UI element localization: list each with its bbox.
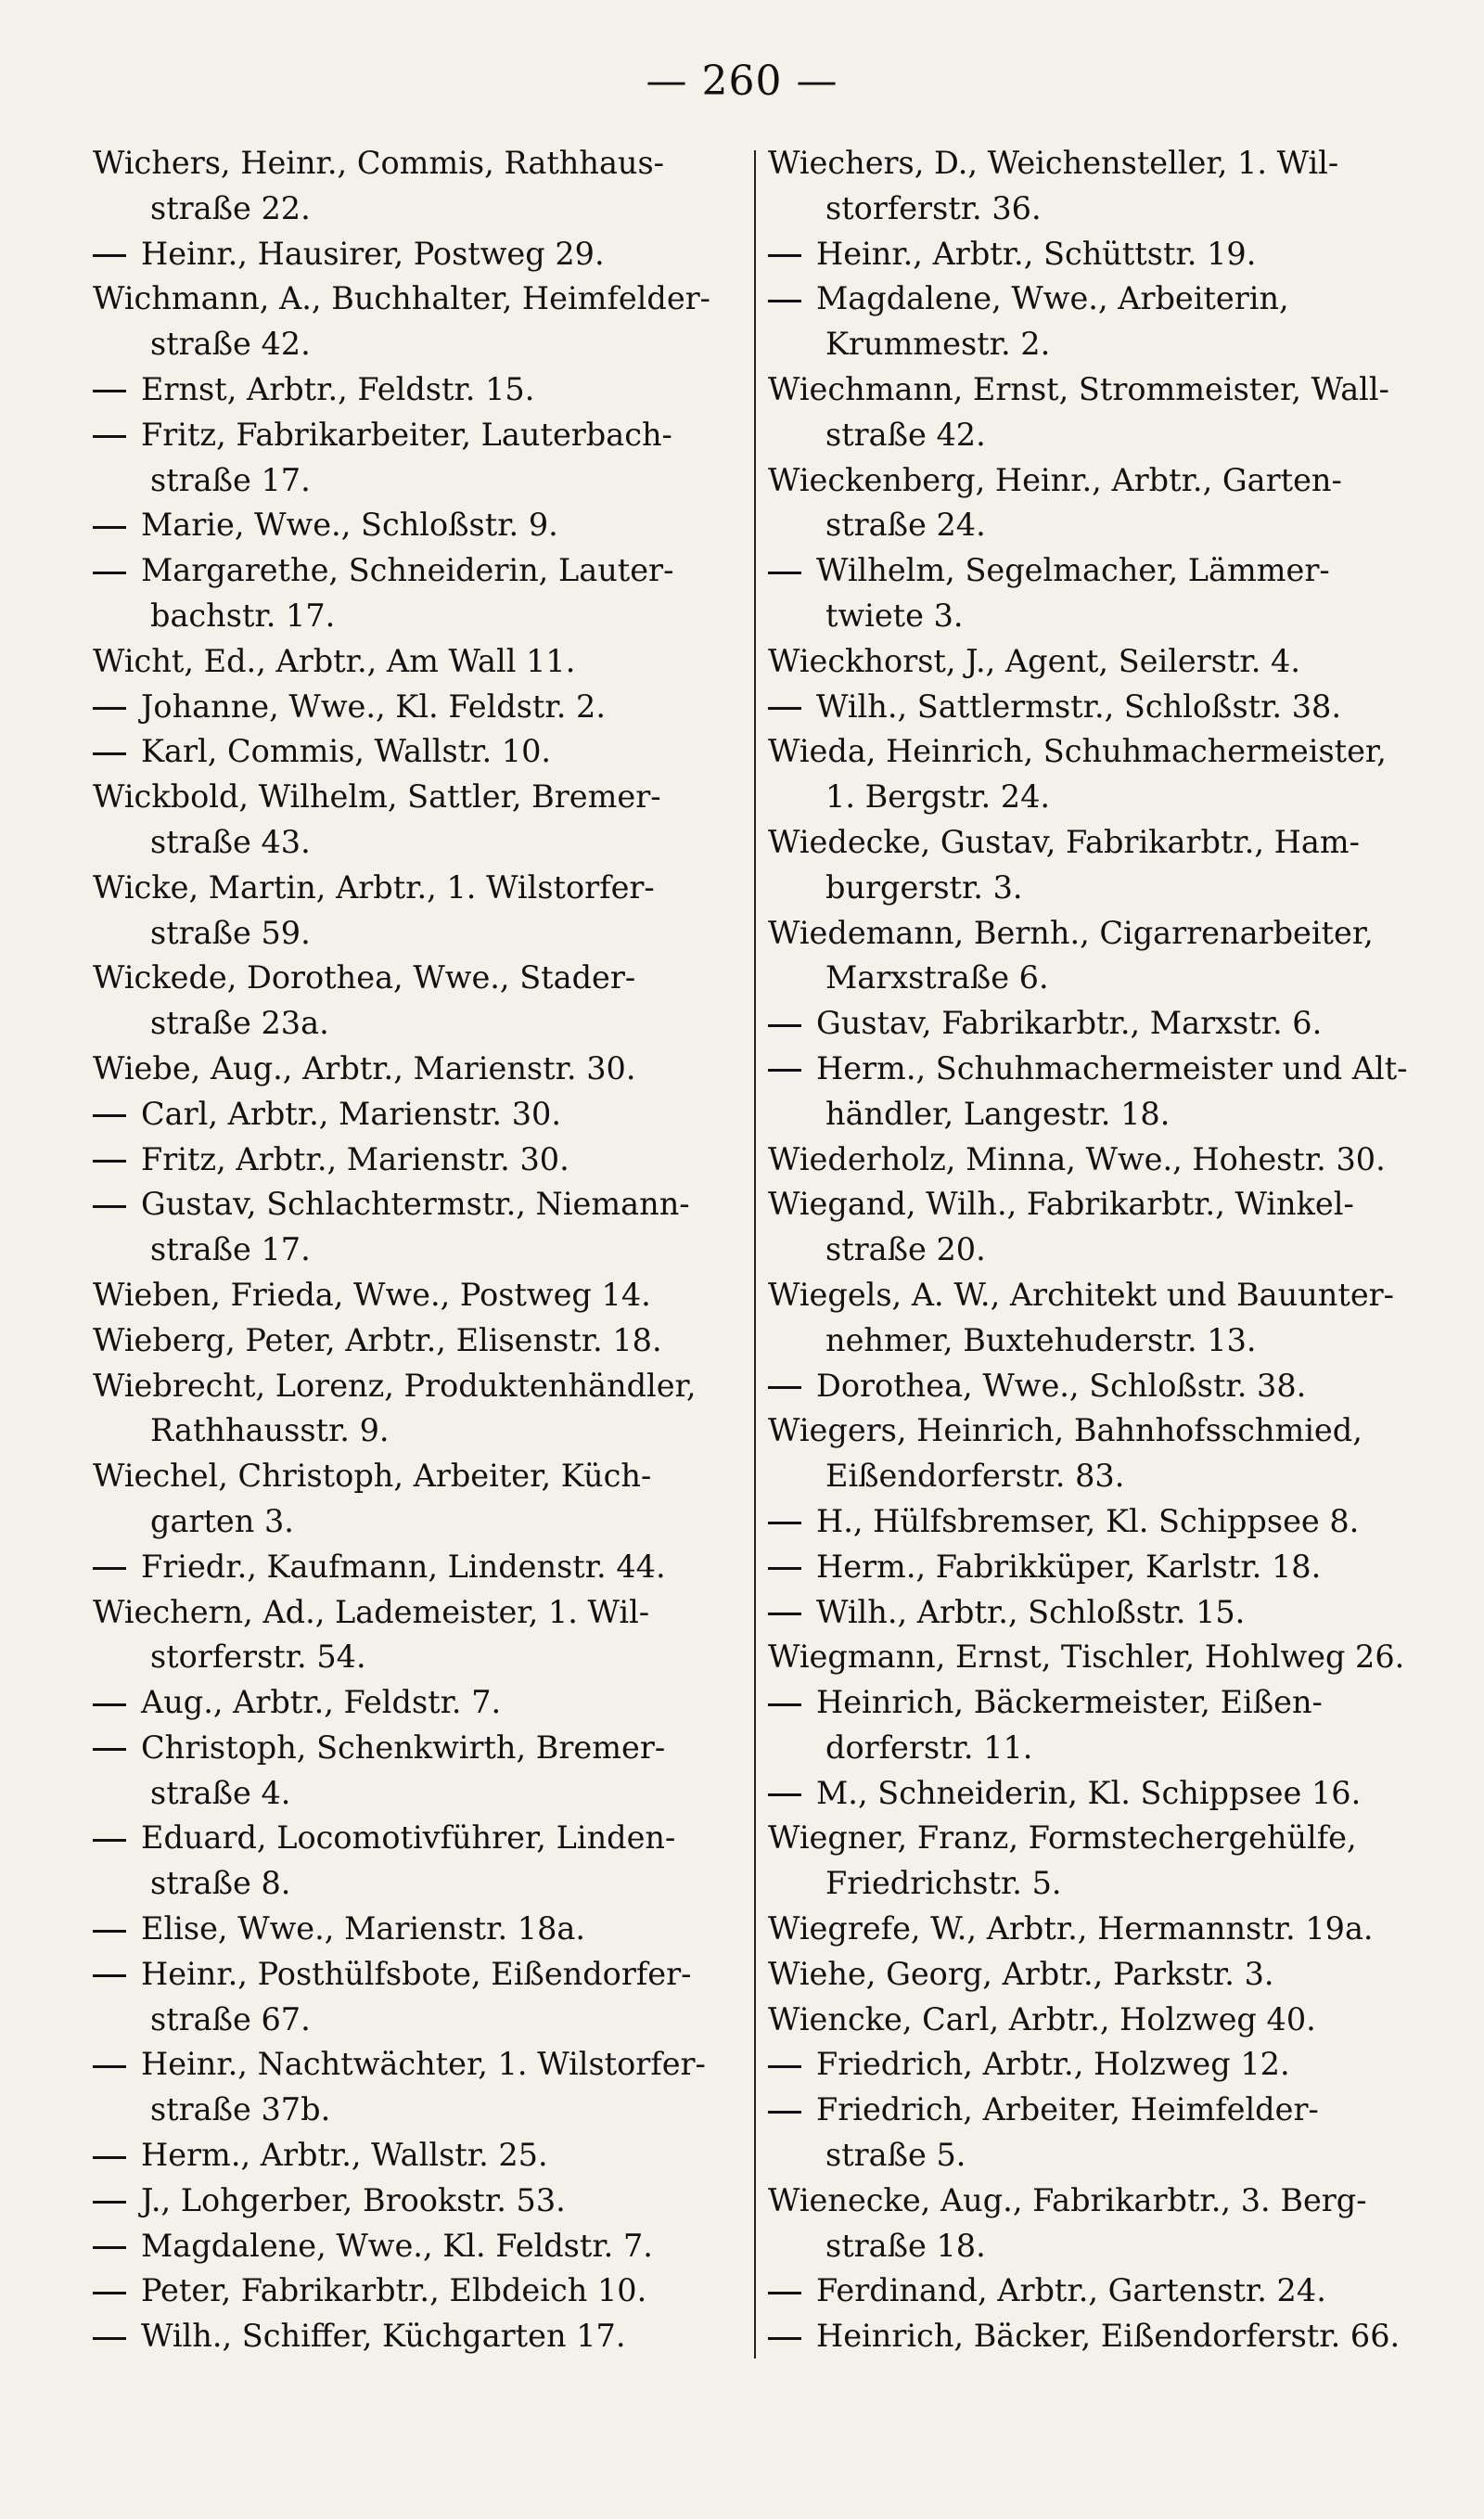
entry-text: dorferstr. 11. [825,1729,1033,1766]
directory-entry-line [93,1092,747,1137]
ditto-dash [93,232,141,277]
entry-continuation-line [768,594,1436,639]
entry-text: Wilh., Schiffer, Küchgarten 17. [141,2318,626,2355]
entry-text: straße 4. [150,1774,291,1811]
entry-text: Eduard, Locomotivführer, Linden- [141,1819,676,1857]
entry-text: Ernst, Arbtr., Feldstr. 15. [141,370,535,407]
entry-text: Wiederholz, Minna, Wwe., Hohestr. 30. [768,1140,1386,1177]
directory-entry-line [93,503,747,548]
ditto-dash [768,276,816,322]
entry-continuation-line [93,911,747,957]
entry-text: Wilhelm, Segelmacher, Lämmer- [816,552,1330,589]
entry-text: Wieckenberg, Heinr., Arbtr., Garten- [768,461,1342,498]
ditto-dash [768,2268,816,2314]
entry-continuation-line [768,322,1436,367]
directory-entry-line [768,1499,1436,1545]
directory-entry-line [768,1816,1436,1861]
entry-continuation-line [768,1227,1436,1273]
entry-continuation-line [93,186,747,232]
entry-text: Wiebrecht, Lorenz, Produktenhändler, [93,1367,697,1404]
directory-entry-line [93,1273,747,1318]
directory-entry-line [768,232,1436,277]
entry-continuation-line [93,458,747,504]
directory-entry-line [768,1364,1436,1409]
entry-text: Wiechmann, Ernst, Strommeister, Wall- [768,370,1389,407]
ditto-dash [768,232,816,277]
entry-text: Wicht, Ed., Arbtr., Am Wall 11. [93,642,576,679]
entry-text: straße 8. [150,1865,291,1902]
entry-continuation-line [93,594,747,639]
directory-entry-line [93,276,747,322]
entry-text: Wickede, Dorothea, Wwe., Stader- [93,959,636,996]
directory-entry-line [768,1273,1436,1318]
ditto-dash [768,2088,816,2133]
directory-entry-line [93,1680,747,1726]
directory-entry-line [768,1137,1436,1183]
entry-text: straße 59. [150,914,311,951]
directory-entry-line [768,1590,1436,1636]
directory-entry-line [768,276,1436,322]
ditto-dash [768,1001,816,1047]
directory-entry-line [93,866,747,911]
entry-text: Heinr., Posthülfsbote, Eißendorfer- [141,1955,692,1992]
entry-text: Elise, Wwe., Marienstr. 18a. [141,1910,586,1947]
directory-entry-line [93,2314,747,2359]
entry-text: 1. Bergstr. 24. [825,778,1051,816]
entry-text: Wiegner, Franz, Formstechergehülfe, [768,1819,1357,1857]
directory-entry-line [768,911,1436,957]
ditto-dash [93,1092,141,1137]
entry-text: Marxstraße 6. [825,959,1049,996]
directory-entry-line [768,1182,1436,1227]
directory-entry-line [93,1318,747,1364]
directory-entry-line [768,1635,1436,1680]
directory-entry-line [768,1545,1436,1590]
directory-entry-line [93,2133,747,2178]
directory-entry-line [768,820,1436,866]
ditto-dash [768,548,816,594]
entry-continuation-line [768,1318,1436,1364]
ditto-dash [93,1952,141,1998]
entry-text: Fritz, Fabrikarbeiter, Lauterbach- [141,416,672,453]
page-number: — 260 — [646,58,838,105]
entry-continuation-line [768,956,1436,1001]
entry-text: burgerstr. 3. [825,868,1023,906]
entry-continuation-line [93,820,747,866]
entry-text: Wiechern, Ad., Lademeister, 1. Wil- [93,1593,650,1630]
entry-text: Herm., Schuhmachermeister und Alt- [816,1049,1408,1086]
directory-entry-line [93,2042,747,2088]
directory-entry-line [768,1047,1436,1092]
entry-text: Friedrich, Arbeiter, Heimfelder- [816,2091,1319,2128]
ditto-dash [768,2314,816,2359]
entry-text: Heinr., Nachtwächter, 1. Wilstorfer- [141,2046,706,2083]
entry-text: straße 5. [825,2137,966,2174]
directory-entry-line [93,1590,747,1636]
ditto-dash [93,548,141,594]
entry-text: Heinr., Arbtr., Schüttstr. 19. [816,235,1257,272]
entry-text: Herm., Fabrikküper, Karlstr. 18. [816,1548,1322,1585]
entry-text: bachstr. 17. [150,597,336,634]
entry-text: Wilh., Sattlermstr., Schloßstr. 38. [816,688,1341,725]
entry-text: straße 23a. [150,1005,329,1042]
directory-entry-line [768,1952,1436,1998]
ditto-dash [93,2133,141,2178]
ditto-dash [93,685,141,730]
entry-text: straße 24. [825,507,986,544]
directory-entry-line [768,458,1436,504]
directory-entry-line [768,141,1436,186]
entry-continuation-line [768,2224,1436,2269]
ditto-dash [768,1680,816,1726]
entry-continuation-line [93,1861,747,1907]
entry-text: Rathhausstr. 9. [150,1412,390,1449]
directory-entry-line [768,729,1436,775]
directory-entry-line [93,1182,747,1227]
directory-entry-line [93,232,747,277]
entry-text: straße 20. [825,1231,986,1268]
entry-text: Carl, Arbtr., Marienstr. 30. [141,1095,561,1132]
directory-entry-line [93,1137,747,1183]
ditto-dash [93,413,141,458]
entry-text: nehmer, Buxtehuderstr. 13. [825,1321,1257,1358]
entry-text: Wieda, Heinrich, Schuhmachermeister, [768,733,1387,770]
ditto-dash [768,1545,816,1590]
entry-continuation-line [768,413,1436,458]
entry-text: Peter, Fabrikarbtr., Elbdeich 10. [141,2272,647,2309]
entry-text: J., Lohgerber, Brookstr. 53. [141,2181,566,2218]
entry-text: Wichmann, A., Buchhalter, Heimfelder- [93,280,710,317]
entry-text: Wieckhorst, J., Agent, Seilerstr. 4. [768,642,1301,679]
directory-entry-line [93,1816,747,1861]
entry-text: storferstr. 36. [825,189,1042,226]
entry-continuation-line [768,1861,1436,1907]
entry-text: Eißendorferstr. 83. [825,1458,1125,1495]
ditto-dash [93,1137,141,1183]
entry-text: Wiebe, Aug., Arbtr., Marienstr. 30. [93,1049,636,1086]
entry-text: Christoph, Schenkwirth, Bremer- [141,1729,666,1766]
directory-entry-line [93,413,747,458]
entry-continuation-line [93,1635,747,1680]
entry-text: Dorothea, Wwe., Schloßstr. 38. [816,1367,1307,1404]
entry-continuation-line [93,2088,747,2133]
directory-entry-line [768,1771,1436,1817]
entry-text: Wiechel, Christoph, Arbeiter, Küch- [93,1458,652,1495]
directory-entry-line [768,2088,1436,2133]
directory-entry-line [93,141,747,186]
entry-continuation-line [93,1001,747,1047]
directory-entry-line [93,548,747,594]
ditto-dash [768,1590,816,1636]
ditto-dash [768,2042,816,2088]
ditto-dash [768,1771,816,1817]
entry-text: Wiegels, A. W., Architekt und Bauunter- [768,1276,1395,1313]
directory-entry-line [768,1001,1436,1047]
entry-text: straße 17. [150,461,311,498]
entry-text: Heinrich, Bäckermeister, Eißen- [816,1684,1323,1721]
column-divider [754,150,756,2358]
entry-text: Margarethe, Schneiderin, Lauter- [141,552,674,589]
ditto-dash [93,1816,141,1861]
entry-text: straße 42. [825,416,986,453]
directory-entry-line [768,1998,1436,2043]
entry-text: Gustav, Fabrikarbtr., Marxstr. 6. [816,1005,1323,1042]
entry-continuation-line [768,2133,1436,2178]
entry-text: Magdalene, Wwe., Arbeiterin, [816,280,1289,317]
entry-text: straße 42. [150,326,311,363]
entry-text: Friedrichstr. 5. [825,1865,1062,1902]
entry-text: garten 3. [150,1502,294,1539]
ditto-dash [93,1726,141,1771]
entry-text: storferstr. 54. [150,1639,366,1676]
ditto-dash [93,2042,141,2088]
directory-entry-line [768,367,1436,413]
entry-text: Wiegmann, Ernst, Tischler, Hohlweg 26. [768,1639,1405,1676]
left-column [93,141,747,2359]
directory-entry-line [768,2178,1436,2224]
directory-entry-line [93,1726,747,1771]
directory-entry-line [768,1907,1436,1952]
entry-text: Wiegand, Wilh., Fabrikarbtr., Winkel- [768,1186,1354,1223]
entry-text: Fritz, Arbtr., Marienstr. 30. [141,1140,569,1177]
entry-text: Aug., Arbtr., Feldstr. 7. [141,1684,502,1721]
entry-continuation-line [768,1092,1436,1137]
ditto-dash [768,1499,816,1545]
entry-text: händler, Langestr. 18. [825,1095,1171,1132]
ditto-dash [93,503,141,548]
entry-text: straße 17. [150,1231,311,1268]
ditto-dash [93,1182,141,1227]
entry-continuation-line [93,1499,747,1545]
entry-text: M., Schneiderin, Kl. Schippsee 16. [816,1774,1362,1811]
entry-text: Wieberg, Peter, Arbtr., Elisenstr. 18. [93,1321,662,1358]
entry-text: Wiedemann, Bernh., Cigarrenarbeiter, [768,914,1374,951]
right-column [768,141,1436,2359]
entry-text: Johanne, Wwe., Kl. Feldstr. 2. [141,688,606,725]
ditto-dash [93,367,141,413]
entry-continuation-line [768,503,1436,548]
entry-text: Ferdinand, Arbtr., Gartenstr. 24. [816,2272,1326,2309]
directory-entry-line [93,729,747,775]
entry-text: Wienecke, Aug., Fabrikarbtr., 3. Berg- [768,2181,1367,2218]
entry-text: Wicke, Martin, Arbtr., 1. Wilstorfer- [93,868,655,906]
directory-entry-line [93,2224,747,2269]
entry-continuation-line [93,1408,747,1454]
directory-entry-line [93,1454,747,1499]
directory-entry-line [93,1907,747,1952]
entry-text: straße 37b. [150,2091,331,2128]
entry-text: Wiechers, D., Weichensteller, 1. Wil- [768,145,1339,181]
entry-continuation-line [93,1227,747,1273]
entry-text: Wickbold, Wilhelm, Sattler, Bremer- [93,778,661,816]
directory-entry-line [93,2268,747,2314]
directory-entry-line [768,685,1436,730]
entry-text: H., Hülfsbremser, Kl. Schippsee 8. [816,1502,1360,1539]
directory-entry-line [768,639,1436,685]
ditto-dash [93,729,141,775]
directory-entry-line [768,2042,1436,2088]
directory-entry-line [93,956,747,1001]
directory-entry-line [768,2268,1436,2314]
ditto-dash [768,1047,816,1092]
entry-continuation-line [93,322,747,367]
entry-text: Heinrich, Bäcker, Eißendorferstr. 66. [816,2318,1401,2355]
directory-entry-line [93,1364,747,1409]
ditto-dash [93,2268,141,2314]
ditto-dash [768,685,816,730]
entry-continuation-line [768,866,1436,911]
entry-text: Marie, Wwe., Schloßstr. 9. [141,507,558,544]
entry-text: Wiegrefe, W., Arbtr., Hermannstr. 19a. [768,1910,1374,1947]
entry-text: Friedr., Kaufmann, Lindenstr. 44. [141,1548,666,1585]
ditto-dash [93,1545,141,1590]
directory-entry-line [93,1952,747,1998]
entry-text: Herm., Arbtr., Wallstr. 25. [141,2137,548,2174]
entry-text: Wieben, Frieda, Wwe., Postweg 14. [93,1276,651,1313]
entry-text: Wiegers, Heinrich, Bahnhofsschmied, [768,1412,1362,1449]
directory-entry-line [93,1047,747,1092]
directory-entry-line [93,775,747,820]
ditto-dash [93,1680,141,1726]
directory-entry-line [93,2178,747,2224]
entry-continuation-line [768,1454,1436,1499]
ditto-dash [768,1364,816,1409]
ditto-dash [93,2314,141,2359]
entry-continuation-line [768,186,1436,232]
entry-text: straße 43. [150,823,311,860]
directory-entry-line [93,639,747,685]
entry-text: Wilh., Arbtr., Schloßstr. 15. [816,1593,1246,1630]
ditto-dash [93,2178,141,2224]
directory-entry-line [93,367,747,413]
entry-text: Magdalene, Wwe., Kl. Feldstr. 7. [141,2227,653,2264]
entry-text: Gustav, Schlachtermstr., Niemann- [141,1186,690,1223]
entry-text: Krummestr. 2. [825,326,1051,363]
entry-text: Friedrich, Arbtr., Holzweg 12. [816,2046,1290,2083]
entry-text: twiete 3. [825,597,964,634]
ditto-dash [93,1907,141,1952]
entry-text: Heinr., Hausirer, Postweg 29. [141,235,605,272]
entry-continuation-line [93,1998,747,2043]
entry-continuation-line [768,1726,1436,1771]
entry-text: straße 22. [150,189,311,226]
directory-entry-line [768,1680,1436,1726]
directory-entry-line [93,1545,747,1590]
entry-text: Karl, Commis, Wallstr. 10. [141,733,552,770]
entry-text: straße 67. [150,2000,311,2037]
ditto-dash [93,2224,141,2269]
entry-text: Wichers, Heinr., Commis, Rathhaus- [93,145,665,181]
directory-entry-line [93,685,747,730]
entry-continuation-line [768,775,1436,820]
entry-text: Wiehe, Georg, Arbtr., Parkstr. 3. [768,1955,1274,1992]
directory-entry-line [768,2314,1436,2359]
directory-entry-line [768,548,1436,594]
entry-text: Wiedecke, Gustav, Fabrikarbtr., Ham- [768,823,1360,860]
entry-text: straße 18. [825,2227,986,2264]
entry-continuation-line [93,1771,747,1817]
directory-entry-line [768,1408,1436,1454]
entry-text: Wiencke, Carl, Arbtr., Holzweg 40. [768,2000,1316,2037]
